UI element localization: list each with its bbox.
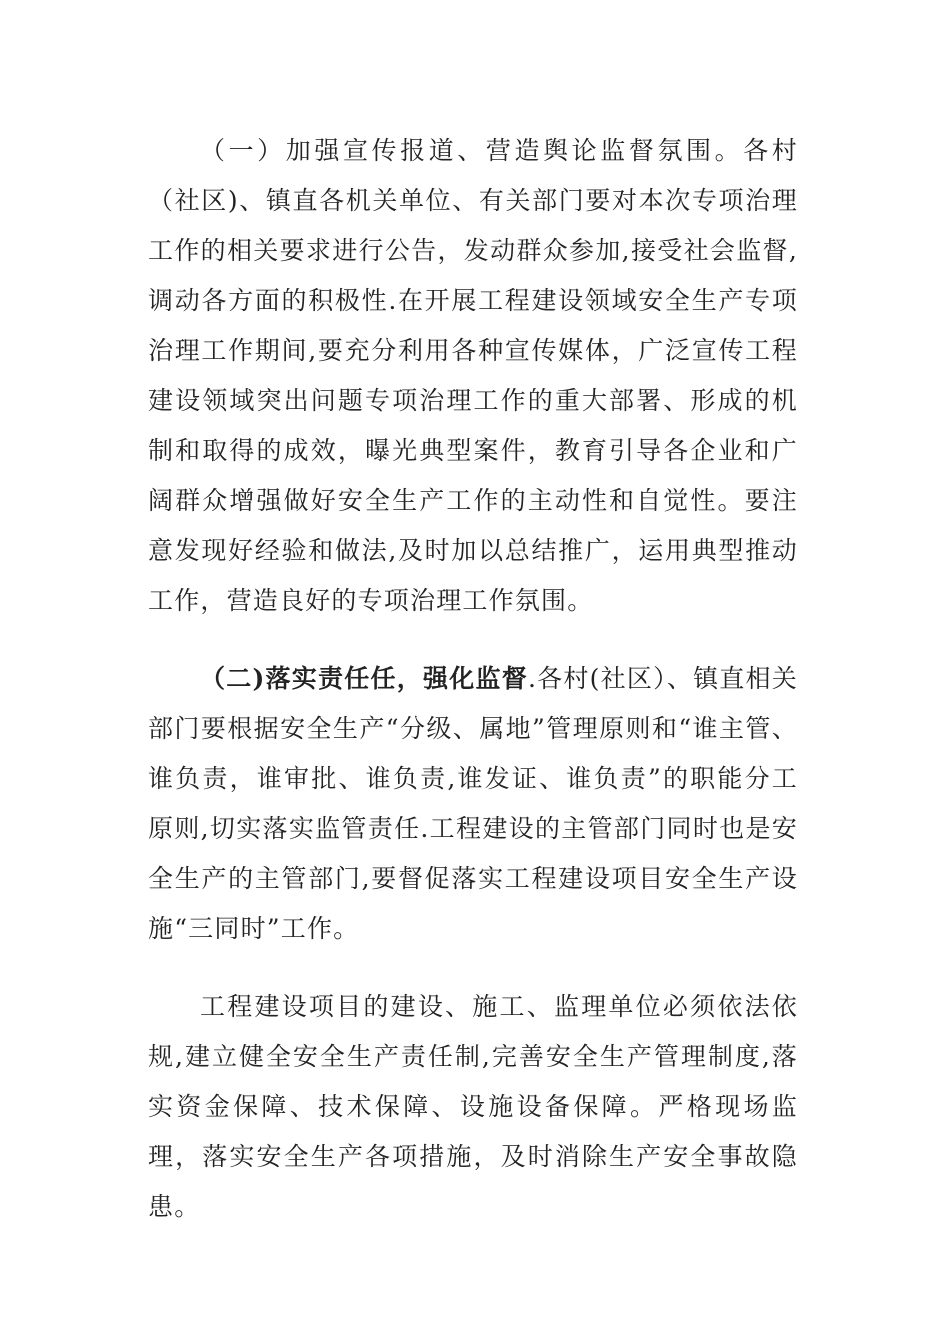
section-heading-responsibility: （二)落实责任任，强化监督	[200, 664, 528, 693]
paragraph-responsibility-text: .各村(社区）、镇直相关部门要根据安全生产“分级、属地”管理原则和“谁主管、谁负责，谁审批、谁负责,谁发证、谁负责”的职能分工原则,切实落实监管责任.工程建设的主管部门同时也是安全生产的主管部门,要督促落实工程建设项目安全生产设施“三同时”工作。	[148, 664, 798, 943]
paragraph-publicity-text: （一）加强宣传报道、营造舆论监督氛围。各村（社区)、镇直各机关单位、有关部门要对本次专项治理工作的相关要求进行公告，发动群众参加,接受社会监督,调动各方面的积极性.在开展工程建设领域安全生产专项治理工作期间,要充分利用各种宣传媒体，广泛宣传工程建设领域突出问题专项治理工作的重大部署、形成的机制和取得的成效，曝光典型案件，教育引导各企业和广阔群众增强做好安全生产工作的主动性和自觉性。要注意发现好经验和做法,及时加以总结推广，运用典型推动工作，营造良好的专项治理工作氛围。	[148, 136, 798, 615]
paragraph-project-units	[148, 982, 798, 1232]
document-body	[148, 126, 798, 1232]
paragraph-responsibility	[148, 654, 798, 954]
paragraph-publicity	[148, 126, 798, 626]
paragraph-project-units-text: 工程建设项目的建设、施工、监理单位必须依法依规,建立健全安全生产责任制,完善安全生产管理制度,落实资金保障、技术保障、设施设备保障。严格现场监理，落实安全生产各项措施，及时消除生产安全事故隐患。	[148, 992, 798, 1221]
